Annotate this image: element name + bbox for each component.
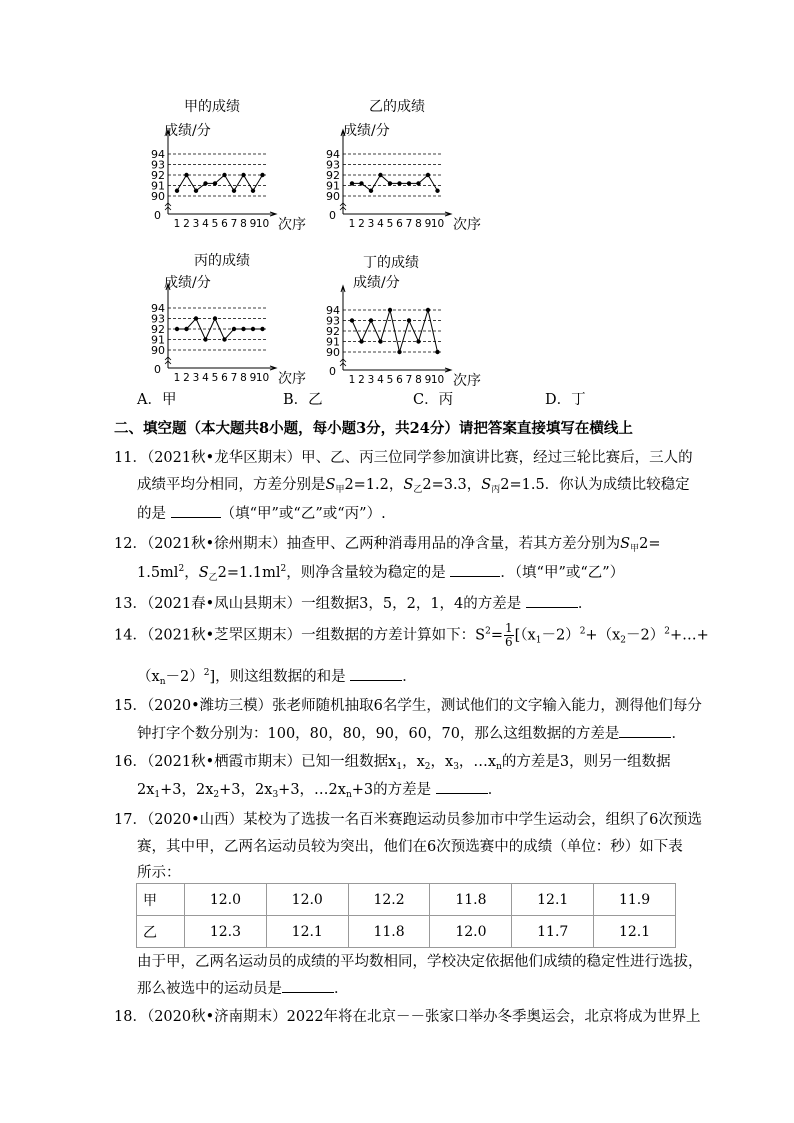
x-tick-label: 3 (367, 218, 375, 230)
table-cell: 11.8 (430, 884, 512, 916)
data-point (232, 189, 236, 193)
x-tick-label: 2 (183, 372, 190, 384)
x-tick-label: 8 (415, 374, 422, 386)
q16-line2: $2x_1+3$，$2x_2+3$，$2x_3+3$，$\dots 2x_n+3$的方差是 ． (137, 778, 502, 800)
q17-line4: 由于甲，乙两名运动员的成绩的平均数相同，学校决定依据他们成绩的稳定性进行选拔， (137, 954, 703, 970)
option-d[interactable]: D．丁 (545, 392, 586, 408)
q14-line1: 14．（2021秋•芝罘区期末）一组数据的方差计算如下：$S^2=$ $\frac{1}{6}$ [$(x_1-2)^2+(x_2-2)^2+\dots+$ (114, 621, 709, 649)
data-point (175, 327, 179, 331)
data-point (369, 318, 373, 322)
q17-line3: 所示： (137, 865, 181, 881)
data-point (203, 181, 207, 185)
x-tick-label: 5 (211, 372, 219, 384)
origin-label: 0 (329, 209, 336, 222)
x-tick-label: 10 (430, 374, 445, 386)
y-tick-label: 90 (326, 190, 340, 203)
x-tick-label: 6 (221, 372, 228, 384)
x-tick-label: 1 (348, 218, 356, 230)
data-point (378, 339, 382, 343)
series-line (177, 175, 263, 191)
series-line (352, 175, 438, 191)
data-point (426, 308, 430, 312)
x-axis-label: 次序 (278, 371, 306, 387)
q13-line: 13．（2021春•凤山县期末）一组数据3，5，2，1，4的方差是 ． (114, 592, 592, 613)
x-tick-label: 8 (240, 372, 247, 384)
y-tick-label: 90 (151, 344, 165, 357)
x-tick-label: 4 (202, 218, 209, 230)
data-point (350, 318, 354, 322)
origin-label: 0 (154, 363, 161, 376)
data-point (175, 189, 179, 193)
table-row (137, 884, 676, 916)
x-tick-label: 9 (249, 218, 257, 230)
answer-blank[interactable] (619, 723, 671, 738)
x-tick-label: 8 (415, 218, 422, 230)
data-point (397, 350, 401, 354)
y-tick-label: 93 (151, 158, 165, 172)
chart-svg (140, 96, 340, 236)
x-axis-label: 次序 (278, 217, 306, 233)
x-tick-label: 3 (192, 372, 200, 384)
x-tick-label: 4 (377, 374, 384, 386)
table-cell: 12.1 (266, 916, 348, 948)
chart-jia (140, 96, 340, 236)
q17-line2: 赛，其中甲，乙两名运动员较为突出，他们在6次预选赛中的成绩（单位：秒）如下表 (137, 839, 683, 855)
x-tick-label: 4 (202, 372, 209, 384)
x-tick-label: 1 (173, 218, 181, 230)
table-row (137, 916, 676, 948)
q11-line1: 11．（2021秋•龙华区期末）甲、乙、丙三位同学参加演讲比赛，经过三轮比赛后，三人的 (114, 450, 693, 466)
table-cell: 12.1 (594, 916, 676, 948)
option-c[interactable]: C．丙 (413, 392, 454, 408)
chart-bing (140, 250, 340, 390)
chart-ylabel: 成绩/分 (343, 123, 390, 139)
q18-line1: 18．（2020秋•济南期末）2022年将在北京－－张家口举办冬季奥运会，北京将成为世界上 (114, 1009, 701, 1025)
data-point (397, 181, 401, 185)
x-tick-label: 5 (386, 374, 394, 386)
q12-line1: 12．（2021秋•徐州期末）抽查甲、乙两种消毒用品的净含量，若其方差分别为$S_甲2=$ (114, 536, 661, 554)
x-tick-label: 6 (396, 374, 403, 386)
data-point (435, 189, 439, 193)
y-tick-label: 92 (326, 169, 340, 182)
y-tick-label: 94 (326, 304, 340, 317)
data-point (241, 173, 245, 177)
x-tick-label: 10 (255, 372, 270, 384)
q15-line1: 15．（2020•潍坊三模）张老师随机抽取6名学生，测试他们的文字输入能力，测得他们每分 (114, 698, 702, 714)
table-cell: 11.8 (348, 916, 430, 948)
data-point (369, 189, 373, 193)
y-tick-label: 90 (151, 190, 165, 203)
answer-blank[interactable] (171, 503, 221, 518)
answer-blank[interactable] (282, 978, 334, 993)
data-point (388, 181, 392, 185)
table-cell: 12.1 (512, 884, 594, 916)
chart-title: 丙的成绩 (194, 253, 250, 269)
table-cell: 12.3 (185, 916, 267, 948)
x-tick-label: 1 (348, 374, 356, 386)
data-point (359, 181, 363, 185)
data-point (222, 173, 226, 177)
y-tick-label: 92 (326, 325, 340, 338)
y-tick-label: 94 (151, 302, 165, 315)
y-tick-label: 91 (326, 335, 340, 349)
data-point (426, 173, 430, 177)
origin-label: 0 (329, 365, 336, 378)
answer-blank[interactable] (526, 593, 578, 608)
q11-line2: 成绩平均分相同，方差分别是$S_甲2=1.2$，$S_乙2=3.3$，$S_丙2=1.5$．你认为成绩比较稳定 (137, 477, 690, 495)
table-cell: 12.0 (430, 916, 512, 948)
data-point (416, 339, 420, 343)
x-tick-label: 2 (183, 218, 190, 230)
answer-blank[interactable] (350, 666, 402, 681)
y-tick-label: 92 (151, 323, 165, 336)
data-point (184, 173, 188, 177)
data-point (194, 189, 198, 193)
y-tick-label: 93 (326, 158, 340, 172)
data-point (407, 318, 411, 322)
data-point (203, 337, 207, 341)
chart-ylabel: 成绩/分 (164, 123, 211, 139)
data-point (260, 327, 264, 331)
data-point (359, 339, 363, 343)
data-point (350, 181, 354, 185)
data-point (213, 316, 217, 320)
x-tick-label: 6 (396, 218, 403, 230)
q16-line1: 16．（2021秋•栖霞市期末）已知一组数据$x_1$，$x_2$，$x_3$，$\dots x_n$的方差是3，则另一组数据 (114, 754, 671, 772)
option-b[interactable]: B．乙 (283, 392, 323, 408)
x-tick-label: 3 (192, 218, 200, 230)
x-tick-label: 6 (221, 218, 228, 230)
data-point (232, 327, 236, 331)
chart-ylabel: 成绩/分 (164, 275, 211, 291)
y-tick-label: 92 (151, 169, 165, 182)
x-tick-label: 2 (358, 374, 365, 386)
x-tick-label: 5 (386, 218, 394, 230)
data-point (251, 327, 255, 331)
table-cell: 12.0 (185, 884, 267, 916)
x-tick-label: 9 (424, 218, 432, 230)
data-point (222, 337, 226, 341)
data-point (184, 327, 188, 331)
chart-svg (140, 250, 340, 390)
chart-title: 丁的成绩 (363, 255, 419, 271)
option-a[interactable]: A．甲 (137, 392, 177, 408)
section-title: 二、填空题（本大题共8小题，每小题3分，共24分）请把答案直接填写在横线上 (114, 420, 633, 437)
chart-svg (315, 252, 515, 392)
x-tick-label: 4 (377, 218, 384, 230)
q17-line1: 17．（2020•山西）某校为了选拔一名百米赛跑运动员参加市中学生运动会，组织了6次预选 (114, 812, 702, 828)
x-tick-label: 9 (424, 374, 432, 386)
x-tick-label: 7 (405, 374, 413, 386)
table-cell: 11.9 (594, 884, 676, 916)
q12-line2: $1.5ml^2$，$S_乙2=1.1ml^2$，则净含量较为稳定的是 ．（填“甲”或“乙”） (137, 564, 625, 583)
x-tick-label: 7 (230, 218, 238, 230)
y-tick-label: 91 (326, 179, 340, 193)
q15-line2: 钟打字个数分别为：100，80，80，90，60，70，那么这组数据的方差是 ． (137, 722, 686, 743)
q17-line5: 那么被选中的运动员是 ． (137, 977, 349, 998)
answer-blank[interactable] (450, 562, 500, 577)
x-tick-label: 7 (405, 218, 413, 230)
table-cell: 11.7 (512, 916, 594, 948)
y-tick-label: 94 (151, 148, 165, 161)
answer-blank[interactable] (436, 779, 488, 794)
data-point (435, 350, 439, 354)
data-point (251, 189, 255, 193)
y-tick-label: 93 (326, 314, 340, 328)
x-tick-label: 10 (255, 218, 270, 230)
table-cell: 12.0 (266, 884, 348, 916)
y-tick-label: 91 (151, 333, 165, 347)
q11-line3: 的是 （填“甲”或“乙”或“丙”）. (137, 502, 386, 523)
chart-ylabel: 成绩/分 (353, 275, 400, 291)
q14-line2: $(x_n-2)^2$]，则这组数据的和是 ． (137, 668, 417, 687)
data-point (241, 327, 245, 331)
y-tick-label: 91 (151, 179, 165, 193)
chart-title: 乙的成绩 (369, 99, 425, 115)
x-tick-label: 5 (211, 218, 219, 230)
table-cell: 乙 (137, 916, 185, 948)
chart-yi (315, 96, 515, 236)
y-tick-label: 90 (326, 346, 340, 359)
data-point (213, 181, 217, 185)
data-point (388, 308, 392, 312)
data-point (416, 181, 420, 185)
x-tick-label: 3 (367, 374, 375, 386)
x-tick-label: 8 (240, 218, 247, 230)
chart-ding (315, 252, 515, 392)
x-tick-label: 9 (249, 372, 257, 384)
y-tick-label: 93 (151, 312, 165, 326)
x-tick-label: 2 (358, 218, 365, 230)
x-axis-label: 次序 (453, 217, 481, 233)
table-cell: 12.2 (348, 884, 430, 916)
x-tick-label: 10 (430, 218, 445, 230)
fraction: $\frac{1}{6}$ (504, 621, 513, 649)
table-cell: 甲 (137, 884, 185, 916)
data-point (378, 173, 382, 177)
x-tick-label: 1 (173, 372, 181, 384)
chart-svg (315, 96, 515, 236)
data-point (260, 173, 264, 177)
x-tick-label: 7 (230, 372, 238, 384)
scores-table (136, 883, 676, 948)
data-point (194, 316, 198, 320)
origin-label: 0 (154, 209, 161, 222)
y-tick-label: 94 (326, 148, 340, 161)
chart-title: 甲的成绩 (184, 99, 240, 115)
x-axis-label: 次序 (453, 373, 481, 389)
data-point (407, 181, 411, 185)
